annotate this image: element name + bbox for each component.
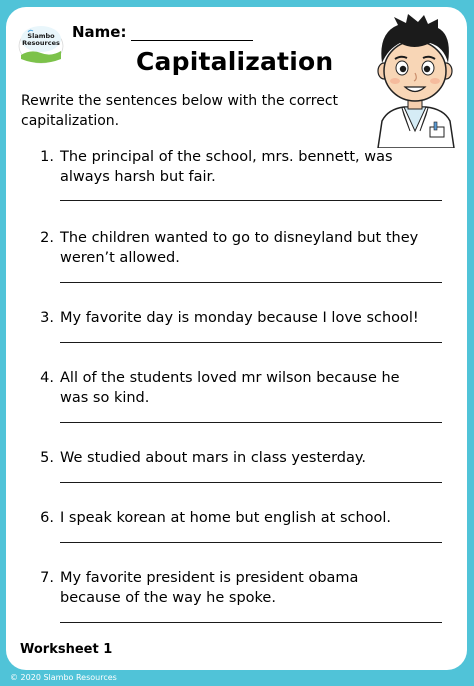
answer-line[interactable] (60, 622, 442, 623)
answer-line[interactable] (60, 542, 442, 543)
answer-line[interactable] (60, 282, 442, 283)
worksheet-label: Worksheet 1 (20, 642, 113, 657)
question-text-line: I speak korean at home but english at school. (60, 510, 392, 526)
slambo-logo-icon (18, 19, 64, 65)
question-number: 7. (40, 570, 54, 586)
answer-line[interactable] (60, 342, 442, 343)
page-title: Capitalization (136, 47, 334, 76)
question-number: 4. (40, 370, 54, 386)
question-number: 5. (40, 450, 54, 466)
question-text-line: We studied about mars in class yesterday. (60, 450, 367, 466)
question-text-line: The principal of the school, mrs. bennett, was (60, 149, 393, 165)
name-label: Name: (72, 23, 127, 41)
question-text-line: weren’t allowed. (60, 250, 180, 266)
name-field-line[interactable] (131, 40, 253, 41)
worksheet-page (6, 7, 467, 670)
answer-line[interactable] (60, 422, 442, 423)
question-number: 2. (40, 230, 54, 246)
logo-text-line1: Slambo (27, 32, 55, 40)
question-text (60, 568, 454, 608)
question-text (60, 368, 454, 408)
question-number: 6. (40, 510, 54, 526)
answer-line[interactable] (60, 482, 442, 483)
question-text (60, 147, 454, 187)
question-text-line: My favorite president is president obama (60, 570, 359, 586)
question-text-line: because of the way he spoke. (60, 590, 276, 606)
question-number: 1. (40, 149, 54, 165)
question-text (60, 308, 454, 328)
question-text-line: The children wanted to go to disneyland but they (60, 230, 419, 246)
instructions-text: Rewrite the sentences below with the correct capitalization. (21, 93, 339, 129)
copyright-text: © 2020 Slambo Resources (10, 673, 117, 682)
question-text-line: always harsh but fair. (60, 169, 216, 185)
question-text (60, 448, 454, 468)
question-text (60, 508, 454, 528)
logo-text-line2: Resources (22, 39, 60, 47)
question-text-line: All of the students loved mr wilson because he (60, 370, 400, 386)
question-text (60, 228, 454, 268)
question-text-line: My favorite day is monday because I love school! (60, 310, 419, 326)
question-text-line: was so kind. (60, 390, 150, 406)
answer-line[interactable] (60, 200, 442, 201)
question-number: 3. (40, 310, 54, 326)
boy-in-lab-coat-illustration (364, 13, 466, 148)
